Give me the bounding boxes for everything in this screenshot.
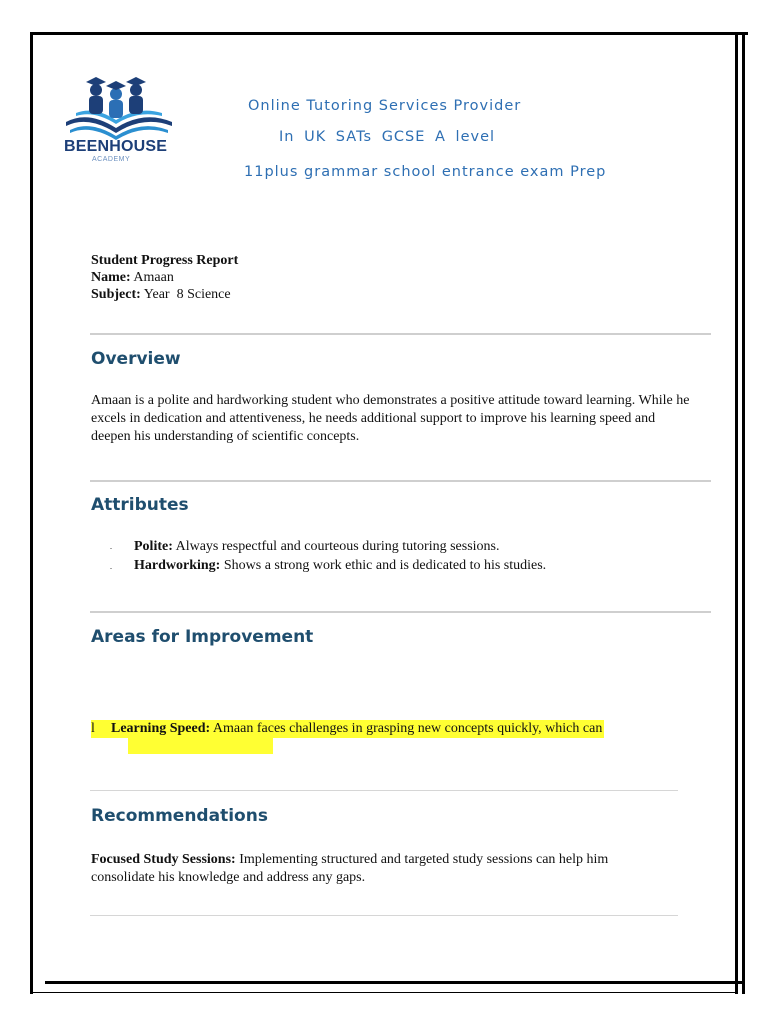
recommendations-heading: Recommendations <box>91 806 268 826</box>
improvement-text: Amaan faces challenges in grasping new concepts quickly, which can <box>212 721 603 736</box>
page-border-top <box>30 32 748 35</box>
page-border-left <box>30 32 33 994</box>
subject-label: Subject: <box>91 287 141 302</box>
overview-text: Amaan is a polite and hardworking student who demonstrates a positive attitude toward learning. While he excels in dedication and attentiveness, he needs additional support to improve his learning speed and deepen his understanding of scientific concepts. <box>91 393 690 444</box>
header-line-1: Online Tutoring Services Provider <box>248 98 522 114</box>
highlighted-improvement-line <box>91 720 604 738</box>
header-line-3: 11plus grammar school entrance exam Prep <box>244 164 607 180</box>
logo-subtitle: ACADEMY <box>92 156 131 163</box>
list-marker: l <box>91 721 95 736</box>
logo-name: BEENHOUSE <box>64 138 168 155</box>
page-border-bottom <box>45 981 745 984</box>
divider <box>90 915 678 916</box>
improvement-label: Learning Speed: <box>111 721 211 736</box>
attribute-text: Shows a strong work ethic and is dedicated to his studies. <box>223 558 547 574</box>
page-border-right-inner <box>735 32 738 994</box>
recommendation-text: Implementing structured and targeted study sessions can help him consolidate his knowledge and address any gaps. <box>91 852 609 885</box>
header-line-2: In UK SATs GCSE A level <box>279 129 496 145</box>
highlight-fragment <box>128 738 273 754</box>
name-label: Name: <box>91 270 131 285</box>
improvement-heading: Areas for Improvement <box>91 627 314 647</box>
divider <box>90 480 711 482</box>
subject-value: Year 8 Science <box>143 287 231 302</box>
attributes-list <box>110 537 546 576</box>
divider <box>90 333 711 335</box>
bullet-icon: . <box>110 561 112 571</box>
bullet-icon: . <box>110 542 112 552</box>
report-title: Student Progress Report <box>91 253 239 268</box>
attribute-label: Polite: <box>134 539 173 554</box>
report-info <box>91 252 238 303</box>
page-border-right <box>742 32 745 994</box>
name-value: Amaan <box>133 270 174 285</box>
page-border-bottom-thin <box>30 992 738 993</box>
attribute-label: Hardworking: <box>134 558 221 574</box>
attributes-heading: Attributes <box>91 495 189 515</box>
recommendations-text <box>91 851 651 887</box>
attribute-text: Always respectful and courteous during tutoring sessions. <box>175 539 500 554</box>
divider <box>90 611 711 613</box>
list-item <box>110 537 546 556</box>
overview-heading: Overview <box>91 349 181 369</box>
divider <box>90 790 678 791</box>
list-item <box>110 556 546 575</box>
recommendation-label: Focused Study Sessions: <box>91 852 236 867</box>
